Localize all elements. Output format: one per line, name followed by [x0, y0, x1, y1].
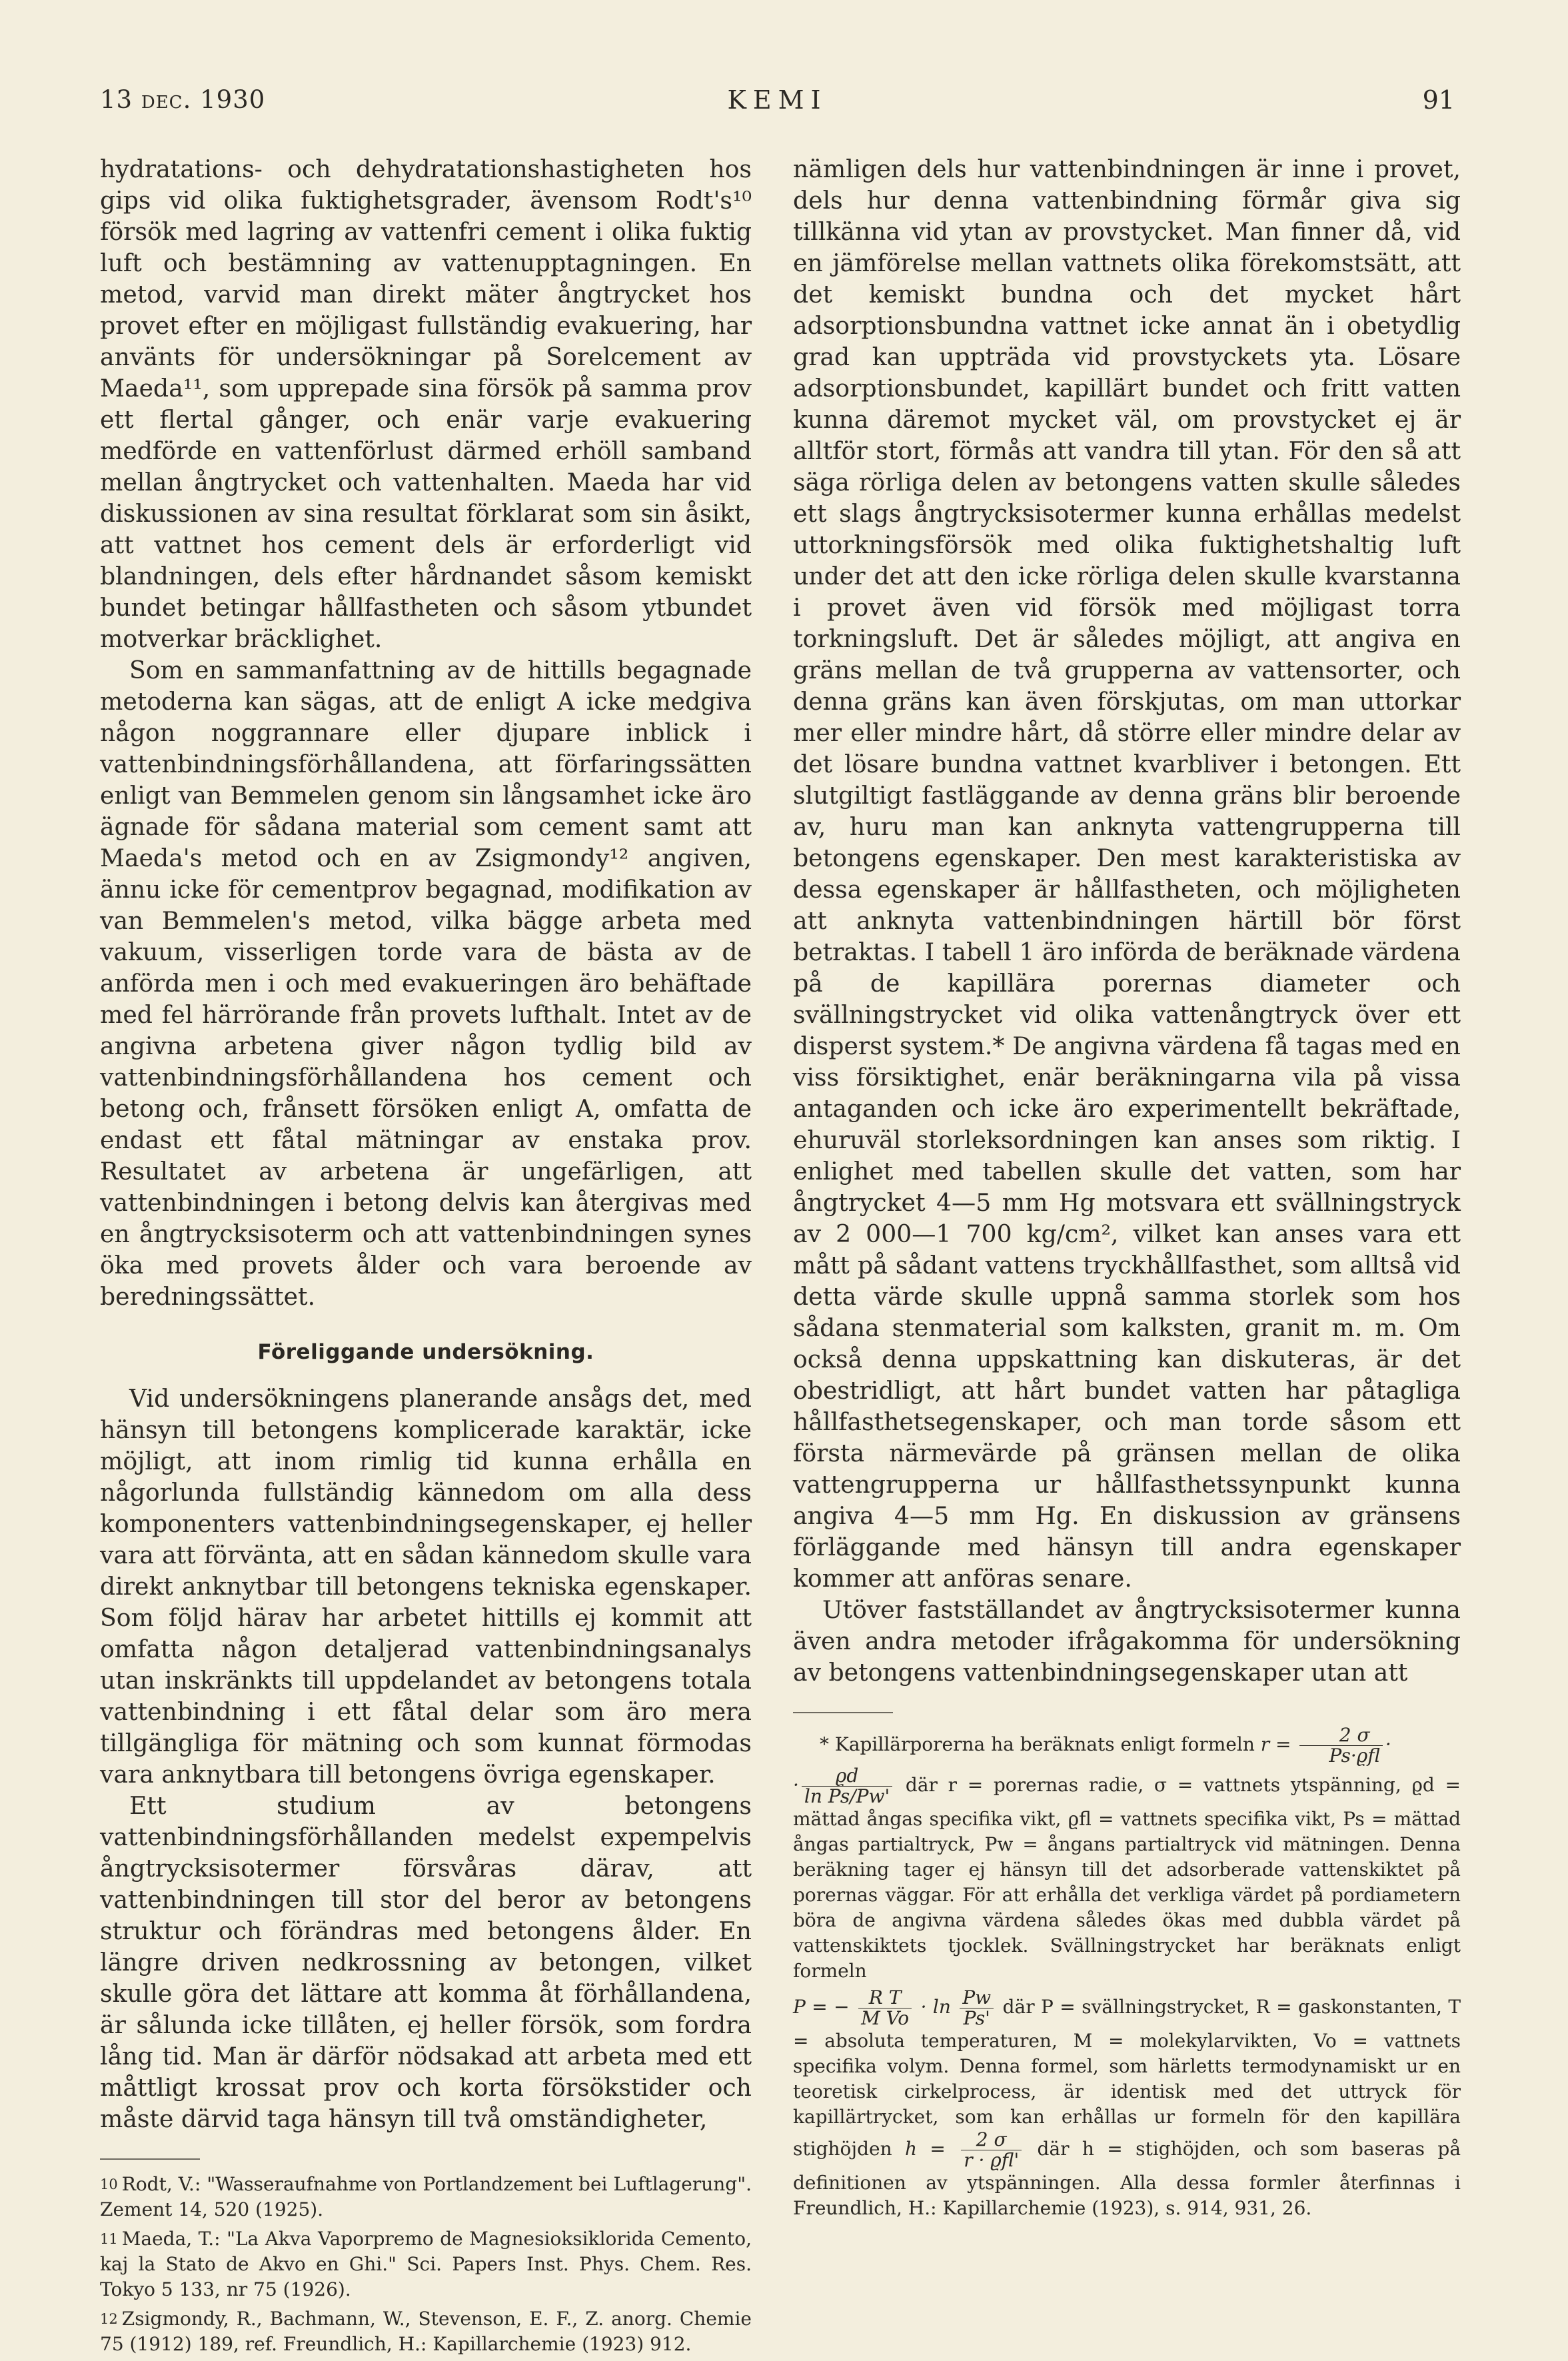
fraction-numerator: R T [858, 1988, 912, 2008]
fraction [858, 1988, 912, 2028]
footnote [100, 2172, 752, 2222]
formula-capillary-rise [904, 2128, 1038, 2171]
footnote-list [100, 2172, 752, 2357]
formula-swelling-pressure [793, 1986, 1003, 2029]
fraction [960, 1988, 994, 2028]
right-column [793, 153, 1461, 2221]
footnote [100, 2226, 752, 2302]
footnote-divider [793, 1712, 893, 1713]
fraction-denominator: Ps' [963, 2007, 990, 2029]
paragraph: Som en sammanfattning av de hittills begagnade metoderna kan sägas, att de enligt A icke medgiva någon noggrannare eller djupare inblick i vattenbindningsförhållandena, att förfaringssätten enligt van Bemmelen genom sin långsamhet icke äro ägnade för sådana material som cement samt att Maeda's metod och en av Zsigmondy¹² angiven, ännu icke för cementprov begagnad, modifikation av van Bemmelen's metod, vilka bägge arbeta med vakuum, visserligen torde vara de bästa av de anförda men i och med evakueringen äro behäftade med fel härrörande från provets lufthalt. Intet av de angivna arbetena giver någon tydlig bild av vattenbindningsförhållandena hos cement och betong och, frånsett försöken enligt A, omfatta de endast ett fåtal mätningar av enstaka prov. Resultatet av arbetena är ungefärligen, att vattenbindningen i betong delvis kan återgivas med en ångtrycksisoterm och att vattenbindningen synes öka med provets ålder och vara beroende av beredningssättet. [100, 656, 752, 1311]
note-line [793, 1725, 1461, 1766]
note-line [793, 1766, 1461, 1984]
fraction-numerator: Pw [960, 1988, 994, 2008]
footnote-text: Zsigmondy, R., Bachmann, W., Stevenson, E. F., Z. anorg. Chemie 75 (1912) 189, ref. Freundlich, H.: Kapillarchemie (1923) 912. [100, 2308, 752, 2355]
footnote-number: 11 [100, 2231, 118, 2247]
note-line [793, 1988, 1461, 2221]
date-year: 1930 [200, 85, 266, 114]
formula-lhs: r = [1260, 1733, 1291, 1755]
footnote-text: Rodt, V.: "Wasseraufnahme von Portlandzement bei Luftlagerung". Zement 14, 520 (1925). [100, 2173, 752, 2220]
left-column [100, 153, 752, 2361]
formula-operator: · ln [920, 1996, 951, 2018]
section-heading: Föreliggande undersökning. [257, 1340, 594, 1364]
fraction [802, 1766, 892, 1807]
fraction-denominator: r · ϱfl' [964, 2149, 1020, 2171]
date-day: 13 [100, 85, 133, 114]
fraction-denominator: ln Ps/Pw' [804, 1785, 890, 1807]
footnote [100, 2306, 752, 2357]
formula-lhs: h = [904, 2138, 946, 2160]
formula-pore-radius-cont: · $\frac{ϱd}{\text{ln Ps/Pw'}}$ [793, 1774, 895, 1796]
fraction [961, 2130, 1022, 2170]
fraction [1299, 1725, 1383, 1766]
fraction-numerator: ϱd [802, 1766, 892, 1787]
footnote-text: Maeda, T.: "La Akva Vaporpremo de Magnesioksiklorida Cemento, kaj la Stato de Akvo en Ghi." Sci. Papers Inst. Phys. Chem. Res. Tokyo 5 133, nr 75 (1926). [100, 2228, 752, 2300]
footnote-divider [100, 2158, 200, 2160]
date-month: dec. [141, 85, 192, 114]
paragraph: Vid undersökningens planerande ansågs det, med hänsyn till betongens komplicerade karaktär, icke möjligt, att inom rimlig tid kunna erhålla en någorlunda fullständig kännedom om alla dess komponenters vattenbindningsegenskaper, ej heller vara att förvänta, att en sådan kännedom skulle vara direkt anknytbar till betongens tekniska egenskaper. Som följd härav har arbetet hittills ej kommit att omfatta någon detaljerad vattenbindningsanalys utan inskränkts till uppdelandet av betongens totala vattenbindning i ett fåtal delar som äro mera tillgängliga för mätning och som kunnat förmodas vara anknytbara till betongens övriga egenskaper. [100, 1384, 752, 1789]
fraction-numerator: 2 σ [961, 2130, 1022, 2150]
paragraph: Ett studium av betongens vattenbindningsförhållanden medelst expempelvis ångtrycksisotermer försvåras därav, att vattenbindningen till stor del beror av betongens struktur och förändras med betongens ålder. En längre driven nedkrossning av betongen, vilket skulle göra det lättare att komma åt förhållandena, är sålunda icke tillåten, ej heller försök, som fordra lång tid. Man är därför nödsakad att arbeta med ett måttligt krossat prov och korta försökstider och måste därvid taga hänsyn till två omständigheter, [100, 1791, 752, 2133]
fraction-numerator: 2 σ [1299, 1725, 1383, 1746]
fraction-denominator: M Vo [861, 2007, 910, 2029]
page-number: 91 [1422, 85, 1455, 115]
asterisk-footnote [793, 1725, 1461, 2221]
note-text: där P = svällningstrycket, R = gaskonstanten, T = absoluta temperaturen, M = molekylarvikten, Vo = vattnets specifika volym. Denna formel, som härletts termodynamiskt ur en teoretisk cirkelprocess, är identisk med det uttryck för kapillärtrycket, som kan erhållas ur formeln för den kapillära stighöjden [793, 1996, 1461, 2160]
paragraph: hydratations- och dehydratationshastigheten hos gips vid olika fuktighetsgrader, ävensom Rodt's¹⁰ försök med lagring av vattenfri cement i olika fuktig luft och bestämning av vattenupptagningen. En metod, varvid man direkt mäter ångtrycket hos provet efter en möjligast fullständig evakuering, har använts för undersökningar på Sorelcement av Maeda¹¹, som upprepade sina försök på samma prov ett flertal gånger, och enär varje evakuering medförde en vattenförlust därmed erhöll samband mellan ångtrycket och vattenhalten. Maeda har vid diskussionen av sina resultat förklarat som sin åsikt, att vattnet hos cement dels är erforderligt vid blandningen, dels efter hårdnandet såsom kemiskt bundet betingar hållfastheten och såsom ytbundet motverkar bräcklighet. [100, 155, 752, 653]
formula-pore-radius: r = $\frac{2 \sigma}{\text{Ps·ϱfl}}$ · [1260, 1724, 1391, 1767]
fraction-denominator: Ps·ϱfl [1329, 1745, 1380, 1767]
note-text: * Kapillärporerna ha beräknats enligt formeln [820, 1733, 1255, 1755]
paragraph: Utöver fastställandet av ångtrycksisotermer kunna även andra metoder ifrågakomma för undersökning av betongens vattenbindningsegenskaper utan att [793, 1595, 1461, 1687]
formula-lhs: P = − [793, 1996, 850, 2018]
note-text: där h = stighöjden, och som baseras på definitionen av ytspänningen. Alla dessa formler återfinnas i Freundlich, H.: Kapillarchemie (1923), s. 914, 931, 26. [793, 2138, 1461, 2219]
note-text: där r = porernas radie, σ = vattnets ytspänning, ϱd = mättad ångas specifika vikt, ϱfl = vattnets specifika vikt, Ps = mättad ångas partialtryck, Pw = ångans partialtryck vid mätningen. Denna beräkning tager ej hänsyn till det adsorberade vattenskiktet på porernas väggar. För att erhålla det verkliga värdet på pordiametern böra de angivna värdena således ökas med dubbla värdet på vattenskiktets tjocklek. Svällningstrycket har beräknats enligt formeln [793, 1774, 1461, 1982]
journal-name: KEMI [727, 85, 828, 115]
footnote-number: 10 [100, 2176, 118, 2192]
footnote-number: 12 [100, 2311, 118, 2327]
paragraph: nämligen dels hur vattenbindningen är inne i provet, dels hur denna vattenbindning förmår giva sig tillkänna vid ytan av provstycket. Man finner då, vid en jämförelse mellan vattnets olika förekomstsätt, att det kemiskt bundna och det mycket hårt adsorptionsbundna vattnet icke annat än i obetydlig grad kan uppträda vid provstyckets yta. Lösare adsorptionsbundet, kapillärt bundet och fritt vatten kunna däremot mycket väl, om provstycket ej är alltför stort, förmås att vandra till ytan. För den så att säga rörliga delen av betongens vatten skulle således ett slags ångtrycksisotermer kunna erhållas medelst uttorkningsförsök med olika fuktighetshaltig luft under det att den icke rörliga delen skulle kvarstanna i provet även vid försök med möjligast torra torkningsluft. Det är således möjligt, att angiva en gräns mellan de två grupperna av vattensorter, och denna gräns kan även förskjutas, om man uttorkar mer eller mindre hårt, då större eller mindre delar av det lösare bundna vattnet kvarbliver i betongen. Ett slutgiltigt fastläggande av denna gräns blir beroende av, huru man kan anknyta vattengrupperna till betongens egenskaper. Den mest karakteristiska av dessa egenskaper är hållfastheten, och möjligheten att anknyta vattenbindningen härtill bör först betraktas. I tabell 1 äro införda de beräknade värdena på de kapillära porernas diameter och svällningstrycket vid olika vattenångtryck över ett disperst system.* De angivna värdena få tagas med en viss försiktighet, enär beräkningarna vila på vissa antaganden och icke äro experimentellt bekräftade, ehuruväl storleksordningen kan anses som riktig. I enlighet med tabellen skulle det vatten, som har ångtrycket 4—5 mm Hg motsvara ett svällningstryck av 2 000—1 700 kg/cm², vilket kan anses vara ett mått på sådant vattens tryckhållfasthet, som alltså vid detta värde skulle uppnå samma storlek som hos sådana stenmaterial som kalksten, granit m. m. Om också denna uppskattning kan diskuteras, är det obestridligt, att hårt bundet vatten har påtagliga hållfasthetsegenskaper, och man torde såsom ett första närmevärde på gränsen mellan de olika vattengrupperna ur hållfasthetssynpunkt kunna angiva 4—5 mm Hg. En diskussion av gränsens förläggande med hänsyn till andra egenskaper kommer att anföras senare. [793, 155, 1461, 1593]
page-header [100, 85, 1455, 125]
